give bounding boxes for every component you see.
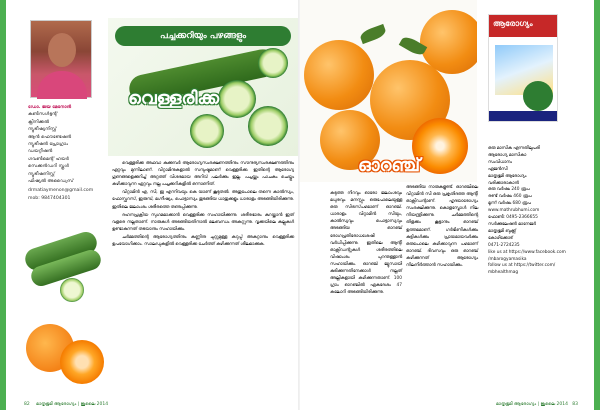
author-email[interactable]: drmatiaymenon@gmail.com: [28, 188, 94, 194]
page-edge-stripe: [594, 0, 600, 410]
author-line: ന്യൂട്രീഷനിസ്റ്റ്: [28, 171, 55, 177]
info-line: ഏജൻസി: [488, 166, 508, 172]
info-line: മാതൃഭൂമി ബുക്ക്സ്: [488, 228, 516, 234]
info-line: ആരോഗ്യ മാസികാ: [488, 152, 527, 158]
subscription-info: [488, 146, 594, 277]
article-title-orange: ഓറഞ്ച്: [358, 155, 421, 176]
body-paragraph: ചർമ്മത്തിന്റെ ആരോഗ്യത്തിനും കണ്ണിനു ചുറ്റുമുള്ള കറുപ്പ് അകറ്റാനും വെള്ളരിക്ക ഉപയോഗിക്കാം. സാലഡുകളിൽ വെള്ളരിക്ക ചേർത്ത് കഴിക്കുന്നത് ശീലമാക്കുക.: [112, 234, 294, 248]
info-line: ഒരു മാസിക എന്നതിലുപരി: [488, 146, 540, 151]
facebook-link[interactable]: like us at https://www.facebook.com: [488, 249, 566, 255]
author-line: ആൻ ഫൌണ്ടേഷൻ: [28, 134, 72, 140]
section-banner: പച്ചക്കറിയും പഴങ്ങളും: [115, 26, 291, 46]
page-footer-left: [0, 400, 300, 410]
twitter-link[interactable]: follow us at https://twitter.com/: [488, 263, 556, 269]
author-line: ഗവൺമെന്റ് ഹയർ: [28, 156, 69, 162]
page-edge-stripe: [0, 0, 6, 410]
author-line: ഫിഷ്യൽ അഡ്വൈസ്: [28, 179, 74, 185]
author-photo: [30, 20, 92, 98]
info-line: 0471-2724235: [488, 242, 520, 248]
author-line: സെക്കൻഡറി സ്കൂൾ: [28, 164, 69, 170]
cucumber-photo: [20, 218, 108, 314]
facebook-link[interactable]: /mbarogyamasika: [488, 256, 527, 262]
article-body-orange-col2: അടങ്ങിയ നാരുകളുണ്ട്. ഓറഞ്ചിലെ വിറ്റാമിൻ സി ഒരു പ്രകൃതിദത്ത ആന്റി ഓക്സിഡന്റാണ്. ഹൃദയാരോഗ്യം സംരക്ഷിക്കുന്നു. കൊളസ്ട്രോൾ നില നിയന്ത്രിക്കുന്നു. ചർമ്മത്തിന്റെ തിളക്കം കൂട്ടാനും ഓറഞ്ച് ഉത്തമമാണ്. ഗർഭിണികൾക്കും കുട്ടികൾക്കും പ്രായമായവർക്കും ഒരുപോലെ കഴിക്കാവുന്ന പഴമാണ് ഓറഞ്ച്. ദിവസവും ഒരു ഓറഞ്ച് കഴിക്കുന്നത് ആരോഗ്യം നിലനിർത്താൻ സഹായിക്കും.: [406, 185, 478, 269]
info-line: മാതൃഭൂമി ആരോഗ്യം: [488, 173, 527, 179]
article-title-cucumber: വെള്ളരിക്ക: [128, 88, 220, 109]
orange-photo-small: [20, 316, 108, 390]
info-line: സംവിധാനം: [488, 159, 512, 165]
author-phone: mob: 9847404301: [28, 195, 71, 201]
author-info: [28, 104, 106, 202]
article-body-cucumber: [112, 160, 294, 249]
body-paragraph: വെള്ളരിക്ക അഥവാ കുക്കുമ്പർ ആരോഗ്യസംരക്ഷണത്തിനും സൗന്ദര്യസംരക്ഷണത്തിനും ഏറ്റവും മുന്നിലാണ്. വിറ്റാമിനുകളാൽ സമ്പുഷ്ടമാണ് വെള്ളരിക്ക. ഇതിന്റെ ആരോഗ്യ ഗുണങ്ങളെക്കുറിച്ച് അറ്റത്ത് വിശദമായ അറിവ് പലർക്കും ഇല്ല. പച്ചയ്ക്കും പാചകം ചെയ്തും കഴിക്കാവുന്ന ഏറ്റവും നല്ല പച്ചക്കറികളിൽ ഒന്നാണിത്.: [112, 161, 294, 188]
author-name: ഡോ. ജയ മേനോൻ: [28, 105, 72, 110]
cover-masthead: ആരോഗ്യം: [493, 19, 533, 28]
article-body-orange-col1: കടുത്ത നിറവും ഓരോ ജലാംശവും മധുരവും മനസ്സും ഒരുപോലെയുള്ള ഒരു സിട്രസ്‌പഴമാണ് ഓറഞ്ച്. ധാരാളം വിറ്റാമിൻ സിയും, കാൽസ്യവും പൊട്ടാസ്യവും അടങ്ങിയ ഓറഞ്ച് രോഗപ്രതിരോധശേഷി വർധിപ്പിക്കുന്നു. ഇതിലെ ആന്റി ഓക്സിഡന്റുകൾ ശരീരത്തിലെ വിഷാംശം പുറന്തള്ളാൻ സഹായിക്കും. ഓറഞ്ച് ജ്യൂസായി കുടിക്കുന്നതിനേക്കാൾ നല്ലത് അല്ലികളായി കഴിക്കുന്നതാണ്. 100 ഗ്രാം ഓറഞ്ചിൽ ഏകദേശം 47 കലോറി അടങ്ങിയിരിക്കുന്നു.: [330, 191, 402, 296]
author-line: ന്യൂട്രീഷൻ പ്രോഗ്രാം: [28, 142, 69, 148]
info-line: ഒരു വർഷം 240 രൂപ: [488, 187, 530, 193]
page-footer-right: [300, 400, 600, 410]
right-page: [300, 0, 600, 410]
website-link[interactable]: www.mathrubhumi.com: [488, 208, 540, 214]
info-line: കോഴിക്കോട്: [488, 235, 513, 241]
info-line: മൂന്ന് വർഷം 680 രൂപ: [488, 201, 531, 207]
info-line: വരിക്കാരാകാൻ: [488, 180, 519, 186]
author-line: ഡയറ്റീഷൻ: [28, 149, 53, 155]
author-line: ന്യൂട്രീഷ്യനിസ്റ്റ്: [28, 127, 57, 133]
info-line: രണ്ട് വർഷം 460 രൂപ: [488, 194, 532, 200]
info-line: ഫോൺ: 0495-2366655: [488, 215, 538, 221]
page-number: 83: [572, 402, 578, 407]
magazine-footer: മാതൃഭൂമി ആരോഗ്യം | ജൂലൈ 2014: [36, 402, 109, 407]
body-paragraph: വിറ്റാമിൻ എ, സി, ഇ എന്നിവയും കെ യാണ് കൂടുതൽ. അതുപോലെ തന്നെ കാൽസ്യം, ഫോസ്ഫറസ്, ഇരുമ്പ്, മഗ്നീഷ്യം, പൊട്ടാസ്യം തുടങ്ങിയ ധാതുക്കളും ധാരാളം അടങ്ങിയിരിക്കുന്നു. ഇതിലെ ജലാംശം ശരീരത്തെ തണുപ്പിക്കുന്നു.: [112, 190, 294, 210]
author-line: കൺസൾട്ടന്റ്: [28, 112, 58, 118]
twitter-link[interactable]: mbhealthmag: [488, 270, 519, 276]
subscription-sidebar: [482, 0, 600, 410]
author-line: ക്ലിനിക്കൽ: [28, 119, 50, 125]
body-paragraph: ദഹനപ്രക്രിയ സുഗമമാക്കാൻ വെള്ളരിക്ക സഹായിക്കുന്നു. ശരീരഭാരം കുറയ്ക്കാൻ ഇത് വളരെ നല്ലതാണ്. നാരുകൾ അടങ്ങിയതിനാൽ മലബന്ധം അകറ്റുന്നു. വൃക്കയിലെ കല്ലുകൾ ഉണ്ടാകുന്നത് തടയാനും സഹായിക്കും.: [112, 212, 294, 232]
page-number: 82: [24, 402, 30, 407]
magazine-cover-thumbnail[interactable]: [488, 14, 558, 122]
magazine-footer: മാതൃഭൂമി ആരോഗ്യം | ജൂലൈ 2014: [495, 402, 568, 407]
info-line: സർക്കുലേഷൻ മാനേജർ: [488, 221, 536, 227]
